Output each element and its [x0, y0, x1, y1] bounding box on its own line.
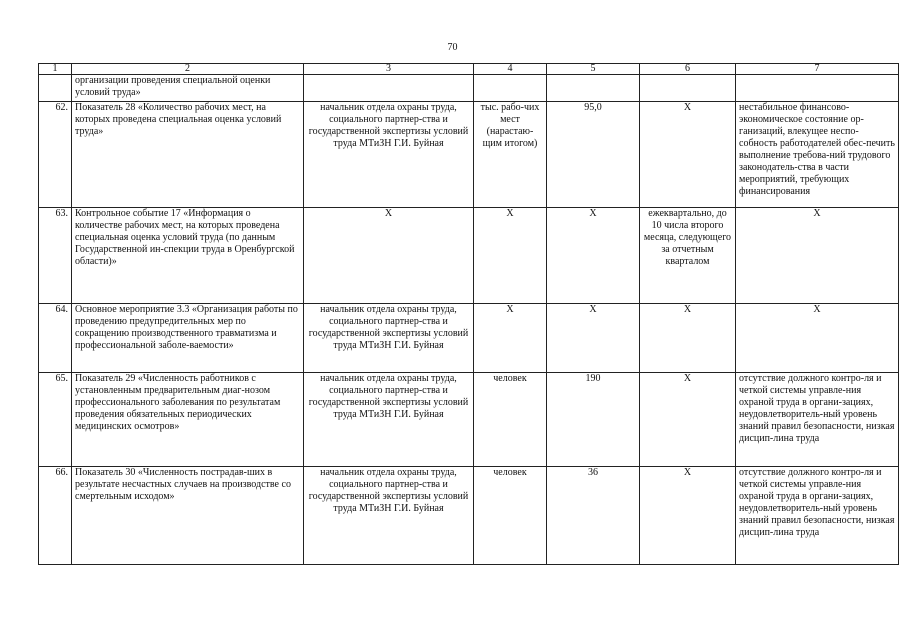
activity-name-cell: Показатель 28 «Количество рабочих мест, на которых проведена специальная оценка условий труда» [72, 102, 304, 208]
risk-cell: Х [736, 208, 899, 304]
value-cell: Х [547, 304, 640, 373]
table-row-continuation [39, 75, 899, 102]
row-number-cell: 65. [39, 373, 72, 467]
deadline-cell: Х [640, 373, 736, 467]
column-number-header: 4 [474, 64, 547, 75]
activity-name-cell: Показатель 29 «Численность работников с установленным предварительным диаг-нозом профессионального заболевания по результатам проведения обязательных периодических медицинских осмотров» [72, 373, 304, 467]
value-cell [547, 75, 640, 102]
unit-cell: Х [474, 208, 547, 304]
unit-cell: человек [474, 467, 547, 565]
risk-cell: отсутствие должного контро-ля и четкой системы управле-ния охраной труда в органи-зациях, неудовлетворитель-ный уровень знаний правил безопасности, низкая дисцип-лина труда [736, 467, 899, 565]
unit-cell [474, 75, 547, 102]
row-number-cell: 66. [39, 467, 72, 565]
risk-cell [736, 75, 899, 102]
value-cell: Х [547, 208, 640, 304]
responsible-cell: начальник отдела охраны труда, социального партнер-ства и государственной экспертизы условий труда МТиЗН Г.И. Буйная [304, 304, 474, 373]
column-number-header: 5 [547, 64, 640, 75]
deadline-cell [640, 75, 736, 102]
row-number-cell: 62. [39, 102, 72, 208]
risk-cell: Х [736, 304, 899, 373]
column-number-row [39, 64, 899, 75]
responsible-cell: начальник отдела охраны труда, социального партнер-ства и государственной экспертизы условий труда МТиЗН Г.И. Буйная [304, 467, 474, 565]
value-cell: 95,0 [547, 102, 640, 208]
row-number-cell: 64. [39, 304, 72, 373]
activity-name-cell: Основное мероприятие 3.3 «Организация работы по проведению предупредительных мер по сокращению производственного травматизма и профессиональной заболе-ваемости» [72, 304, 304, 373]
deadline-cell: Х [640, 467, 736, 565]
column-number-header: 2 [72, 64, 304, 75]
table-row [39, 304, 899, 373]
deadline-cell: Х [640, 102, 736, 208]
row-number-cell: 63. [39, 208, 72, 304]
activity-name-cell: Показатель 30 «Численность пострадав-ших в результате несчастных случаев на производстве со смертельным исходом» [72, 467, 304, 565]
column-number-header: 7 [736, 64, 899, 75]
deadline-cell: Х [640, 304, 736, 373]
unit-cell: человек [474, 373, 547, 467]
table-row [39, 102, 899, 208]
responsible-cell: начальник отдела охраны труда, социального партнер-ства и государственной экспертизы условий труда МТиЗН Г.И. Буйная [304, 373, 474, 467]
program-table [38, 63, 899, 565]
activity-name-cell: Контрольное событие 17 «Информация о количестве рабочих мест, на которых проведена специальная оценка условий труда (по данным Государственной ин-спекции труда в Оренбургской области)» [72, 208, 304, 304]
table-row [39, 208, 899, 304]
column-number-header: 1 [39, 64, 72, 75]
table-row [39, 373, 899, 467]
responsible-cell: начальник отдела охраны труда, социального партнер-ства и государственной экспертизы условий труда МТиЗН Г.И. Буйная [304, 102, 474, 208]
unit-cell: Х [474, 304, 547, 373]
value-cell: 36 [547, 467, 640, 565]
responsible-cell [304, 75, 474, 102]
responsible-cell: Х [304, 208, 474, 304]
table-row [39, 467, 899, 565]
page-number: 70 [447, 42, 458, 53]
unit-cell: тыс. рабо-чих мест (нарастаю-щим итогом) [474, 102, 547, 208]
deadline-cell: ежеквартально, до 10 числа второго месяца, следующего за отчетным кварталом [640, 208, 736, 304]
row-number-cell [39, 75, 72, 102]
risk-cell: отсутствие должного контро-ля и четкой системы управле-ния охраной труда в органи-зациях, неудовлетворитель-ный уровень знаний правил безопасности, низкая дисцип-лина труда [736, 373, 899, 467]
activity-name-cell: организации проведения специальной оценки условий труда» [72, 75, 304, 102]
column-number-header: 6 [640, 64, 736, 75]
value-cell: 190 [547, 373, 640, 467]
risk-cell: нестабильное финансово-экономическое состояние ор-ганизаций, влекущее неспо-собность работодателей обес-печить выполнение требова-ний трудового законодатель-ства в части мероприятий, требующих финансирования [736, 102, 899, 208]
column-number-header: 3 [304, 64, 474, 75]
